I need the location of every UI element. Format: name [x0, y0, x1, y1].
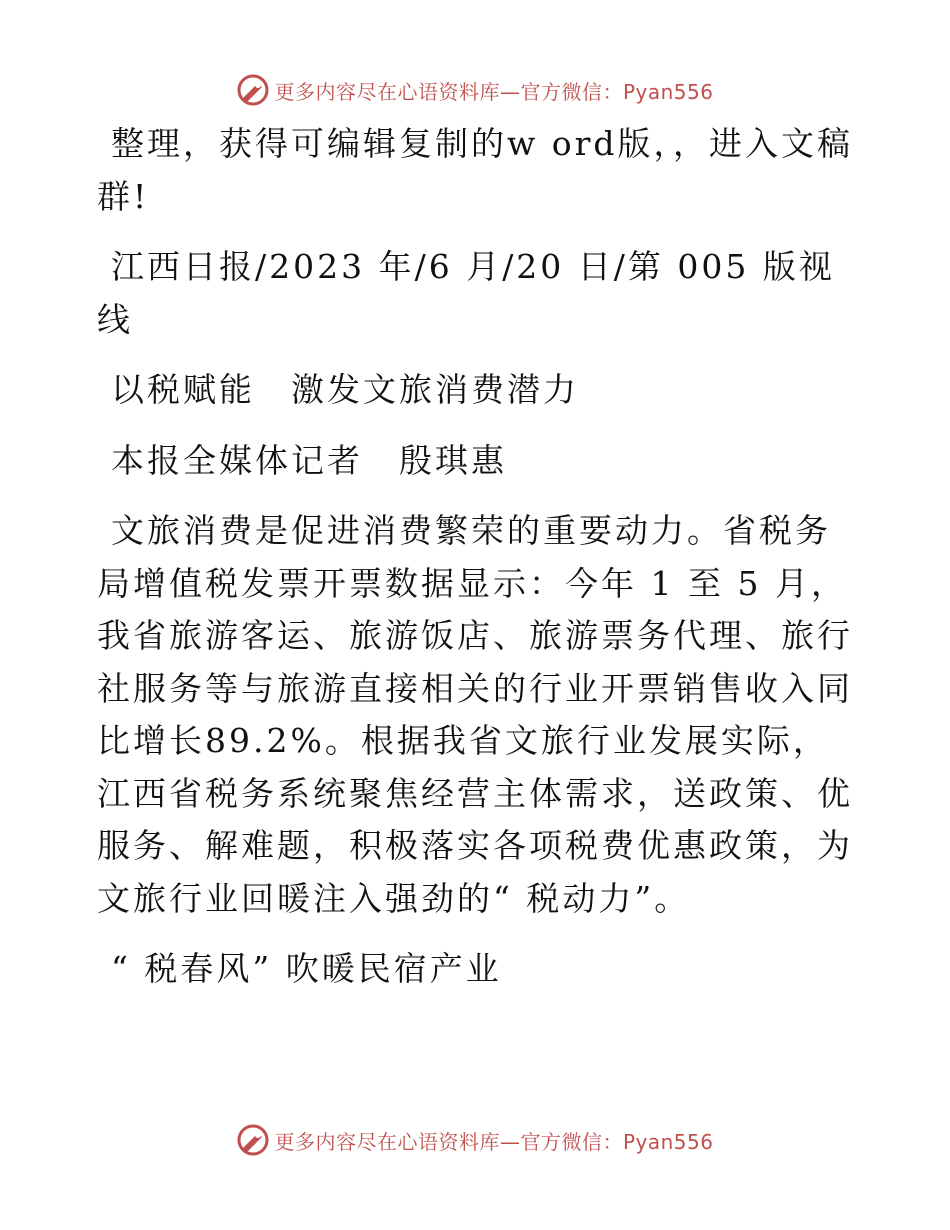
byline: 本报全媒体记者 殷琪惠	[111, 440, 507, 480]
banner-site-name: 更多内容尽在心语资料库	[274, 79, 500, 104]
article-title: 以税赋能 激发文旅消费潜力	[111, 370, 579, 409]
banner-dash: —	[499, 79, 521, 104]
red-circle-pen-logo-icon	[236, 73, 270, 107]
header-banner	[0, 70, 950, 110]
footer-banner	[0, 1120, 950, 1160]
subheading: “ 税春风” 吹暖民宿产业	[111, 949, 502, 988]
footer-wechat: 官方微信：Pyan556	[520, 1129, 714, 1154]
footer-site-name: 更多内容尽在心语资料库	[274, 1129, 500, 1154]
footer-dash: —	[499, 1129, 521, 1154]
source-line: 江西日报/2023 年/6 月/20 日/第 005 版视线	[97, 247, 835, 339]
intro-paragraph: 整理，获得可编辑复制的w ord版，，进入文稿群!	[97, 124, 854, 216]
banner-text	[274, 76, 713, 105]
footer-banner-text	[274, 1126, 713, 1155]
banner-wechat: 官方微信：Pyan556	[520, 79, 714, 104]
red-circle-pen-logo-icon	[236, 1123, 270, 1157]
document-content	[97, 118, 857, 996]
body-paragraph: 文旅消费是促进消费繁荣的重要动力。省税务局增值税发票开票数据显示：今年 1 至 5 月，我省旅游客运、旅游饭店、旅游票务代理、旅行社服务等与旅游直接相关的行业开票销售收入同比增长89.2%。根据我省文旅行业发展实际，江西省税务系统聚焦经营主体需求，送政策、优服务、解难题，积极落实各项税费优惠政策，为文旅行业回暖注入强劲的“ 税动力”。	[97, 511, 853, 918]
